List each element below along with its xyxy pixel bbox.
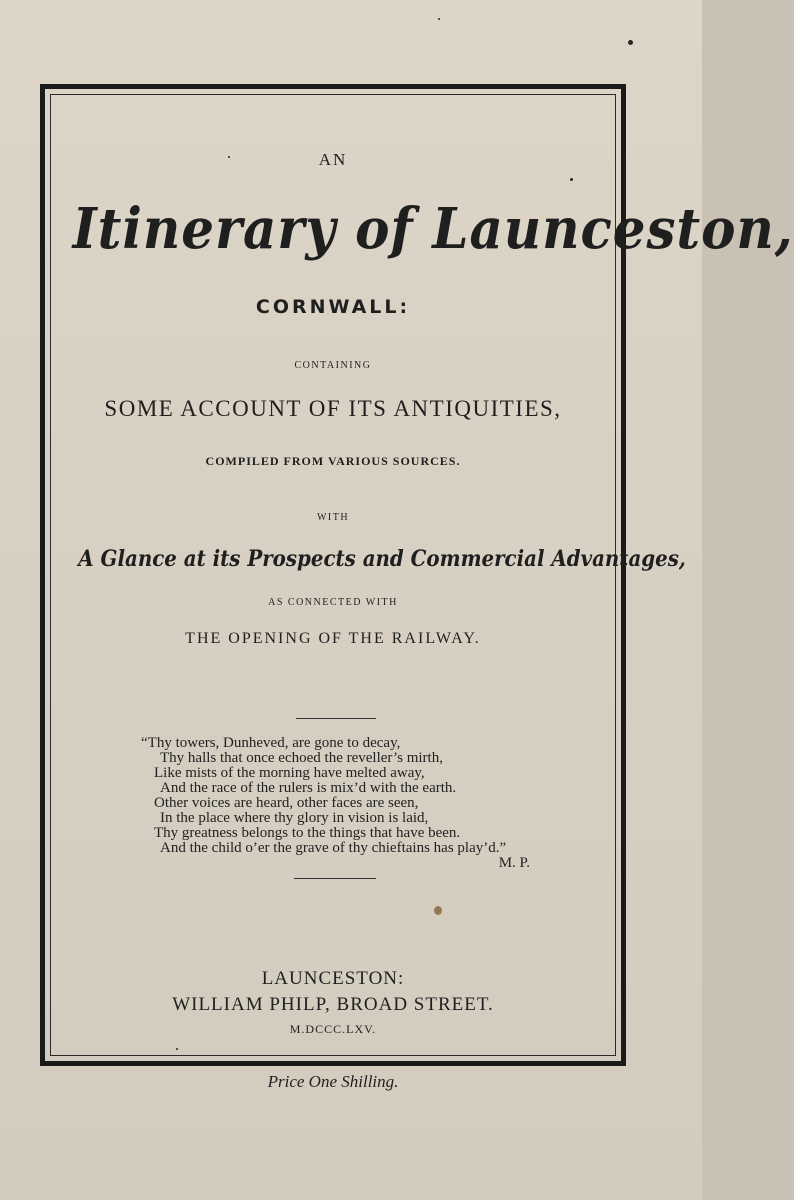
imprint-publisher: WILLIAM PHILP, BROAD STREET. (172, 994, 494, 1015)
poem-line: And the race of the rulers is mix’d with the earth. (160, 780, 457, 796)
poem-line: Thy greatness belongs to the things that have been. (154, 825, 461, 841)
poem-line: “Thy towers, Dunheved, are gone to decay, (141, 735, 401, 751)
poem-line: Like mists of the morning have melted away, (154, 765, 425, 781)
imprint-year: M.DCCC.LXV. (289, 1022, 377, 1036)
poem-line: And the child o’er the grave of thy chieftains has play’d.” (160, 840, 507, 856)
with-line: WITH (316, 512, 350, 523)
poem-line: Other voices are heard, other faces are seen, (154, 795, 419, 811)
subtitle-glance: A Glance at its Prospects and Commercial Advantages, (78, 546, 686, 572)
divider-rule-top (296, 718, 376, 719)
imprint-place: LAUNCESTON: (261, 968, 405, 989)
containing-line: CONTAINING (294, 360, 372, 371)
county-line: CORNWALL: (255, 296, 411, 318)
page-title: Itinerary of Launceston, (72, 196, 794, 262)
paper-speck (628, 40, 633, 45)
poem-attribution: M. P. (498, 855, 530, 871)
price-line: Price One Shilling. (267, 1072, 399, 1091)
connected-line: AS CONNECTED WITH (268, 597, 398, 608)
paper-speck (438, 18, 440, 20)
subtitle-account: SOME ACCOUNT OF ITS ANTIQUITIES, (104, 396, 562, 421)
title-article: AN (318, 150, 348, 169)
poem-line: In the place where thy glory in vision is laid, (160, 810, 429, 826)
divider-rule-bottom (294, 878, 376, 879)
subtitle-railway: THE OPENING OF THE RAILWAY. (185, 630, 481, 647)
poem-line: Thy halls that once echoed the reveller’s mirth, (160, 750, 443, 766)
epigraph-poem (141, 735, 566, 871)
compiled-line: COMPILED FROM VARIOUS SOURCES. (205, 454, 461, 468)
